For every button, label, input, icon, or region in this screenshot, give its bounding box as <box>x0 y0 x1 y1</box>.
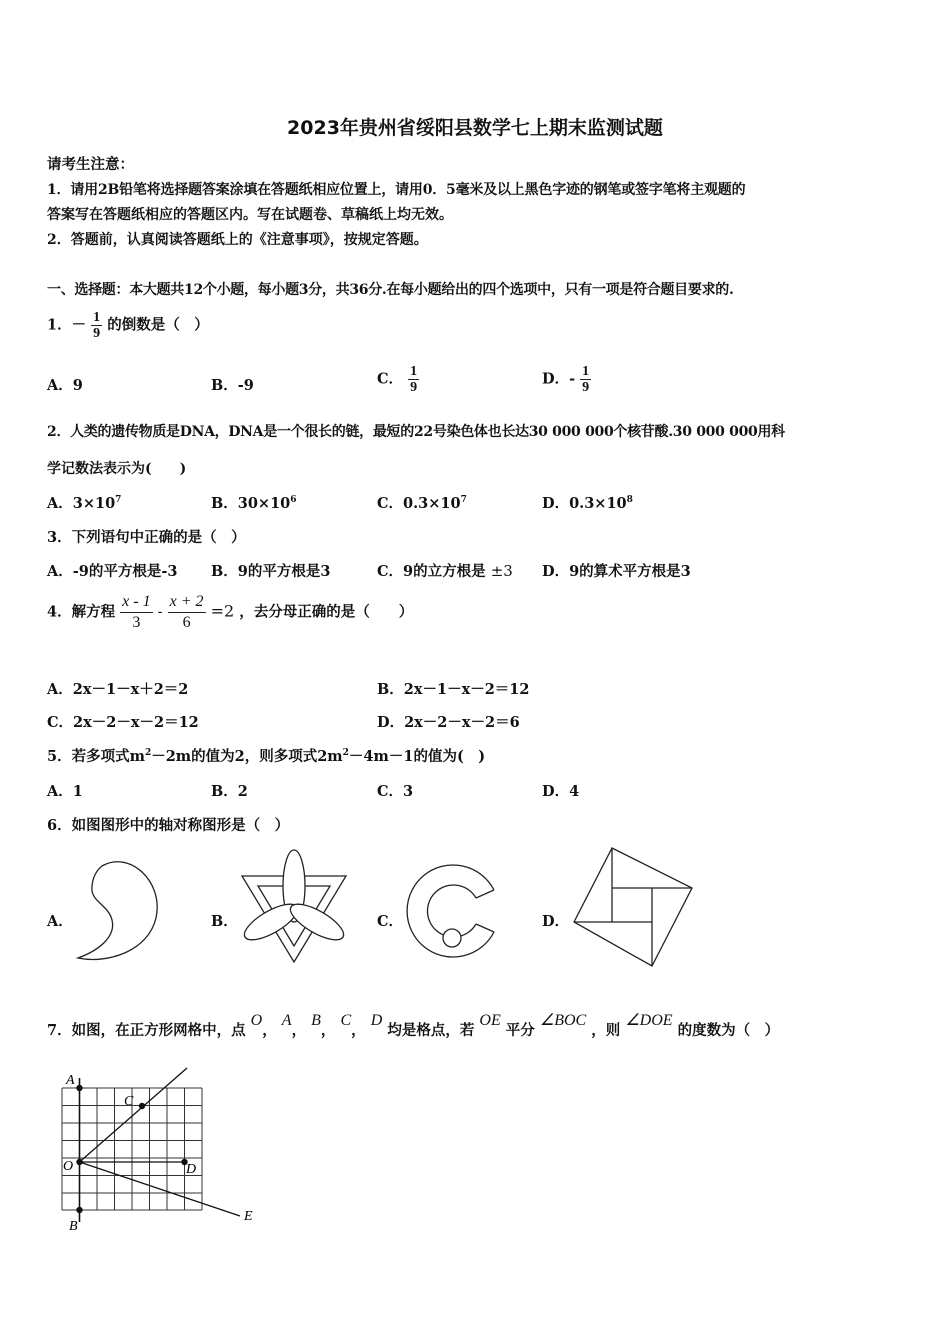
q7-part-1: 7．如图，在正方形网格中，点 <box>47 1022 246 1039</box>
q4-fraction-1 <box>120 592 152 633</box>
q3-option-c[interactable] <box>377 560 513 581</box>
q7-label-c: C <box>124 1094 134 1109</box>
q4-minus: - <box>157 604 163 621</box>
q1-prefix: 1．－ <box>47 316 87 334</box>
q7-label-a: A <box>66 1073 75 1088</box>
q2-option-c[interactable] <box>377 492 467 513</box>
q7-dot-a <box>76 1085 82 1091</box>
q3-c-value: ±3 <box>490 562 513 580</box>
notice-line-3: 2．答题前，认真阅读答题纸上的《注意事项》，按规定答题。 <box>47 232 428 248</box>
q1-option-a[interactable]: A．9 <box>47 377 83 394</box>
question-7 <box>47 1012 780 1040</box>
q6-figure-d <box>570 846 694 968</box>
q2-option-a[interactable] <box>47 492 121 513</box>
q1-option-c-label: C． <box>377 370 404 388</box>
q7-ray-oe-line <box>80 1162 241 1216</box>
q7-dot-o <box>76 1159 82 1165</box>
notice-line-1: 1．请用2B铅笔将选择题答案涂填在答题纸相应位置上，请用0．5毫米及以上黑色字迹的钢笔或签字笔将主观题的 <box>47 182 746 198</box>
q1-c-den: 9 <box>410 380 418 395</box>
q5-option-b[interactable]: B．2 <box>211 783 248 800</box>
q5-stem-b: －2m的值为2，则多项式2m <box>151 748 343 765</box>
q2-d-exp: 8 <box>626 495 633 506</box>
q3-option-d[interactable]: D．9的算术平方根是3 <box>542 563 691 580</box>
q6-option-c[interactable]: C． <box>377 913 404 930</box>
q1-option-c-fraction <box>408 364 419 395</box>
q4-equals: =2 <box>210 601 235 621</box>
q2-option-b[interactable] <box>211 492 297 513</box>
q7-dot-b <box>76 1207 82 1213</box>
q2-a-text: A．3×10 <box>47 495 116 512</box>
q6-stem: 6．如图图形中的轴对称图形是（ ） <box>47 817 290 834</box>
q7-label-b: B <box>69 1219 78 1234</box>
q6-figure-b <box>238 846 350 968</box>
q5-option-c[interactable]: C．3 <box>377 783 414 800</box>
q7-comma-1: ， <box>262 1022 277 1039</box>
q1-option-b[interactable]: B．-9 <box>211 377 254 394</box>
q7-comma-3: ， <box>320 1022 336 1039</box>
q4-f2-num: x + 2 <box>168 592 206 613</box>
q4-suffix: ，去分母正确的是（ ） <box>239 603 414 621</box>
q7-comma-4: ， <box>351 1022 366 1039</box>
q7-grid-figure <box>56 1060 266 1235</box>
q7-angle-boc: ∠BOC <box>539 1012 587 1029</box>
q7-label-o: O <box>63 1159 74 1174</box>
q6-option-d[interactable]: D． <box>542 913 570 930</box>
q2-d-text: D．0.3×10 <box>542 495 627 512</box>
q6-option-a[interactable]: A． <box>47 913 73 930</box>
q4-option-a[interactable]: A．2x－1－x＋2＝2 <box>47 681 189 698</box>
q4-prefix: 4．解方程 <box>47 603 116 621</box>
q3-stem: 3．下列语句中正确的是（ ） <box>47 529 246 546</box>
q4-f1-den: 3 <box>132 614 141 631</box>
q7-comma-2: ， <box>291 1022 307 1039</box>
question-4 <box>47 592 413 633</box>
q1-d-num: 1 <box>582 364 590 379</box>
q7-angle-doe: ∠DOE <box>625 1012 673 1029</box>
q2-a-exp: 7 <box>115 495 122 506</box>
q7-label-d: D <box>186 1162 197 1177</box>
q5-option-a[interactable]: A．1 <box>47 783 83 800</box>
q1-frac-num: 1 <box>93 310 101 325</box>
q5-stem-c: －4m－1的值为( ) <box>348 748 486 765</box>
q7-ray-oc <box>80 1068 188 1162</box>
q2-b-exp: 6 <box>290 495 297 506</box>
q7-point-d: D <box>370 1012 383 1029</box>
q7-dot-c <box>139 1103 145 1109</box>
q1-option-c[interactable] <box>377 364 419 395</box>
q4-option-c[interactable]: C．2x－2－x－2＝12 <box>47 714 199 731</box>
q4-f2-den: 6 <box>182 614 191 631</box>
q4-fraction-2 <box>168 592 206 633</box>
q3-option-a[interactable]: A．-9的平方根是-3 <box>47 563 178 580</box>
q5-stem <box>47 745 485 766</box>
q6-option-b[interactable]: B． <box>211 913 238 930</box>
q2-b-text: B．30×10 <box>211 495 291 512</box>
q2-c-text: C．0.3×10 <box>377 495 461 512</box>
q1-option-d[interactable] <box>542 364 591 395</box>
q1-d-den: 9 <box>582 380 590 395</box>
q5-stem-a: 5．若多项式m <box>47 748 145 765</box>
q5-option-d[interactable]: D．4 <box>542 783 580 800</box>
section-heading: 一、选择题：本大题共12个小题，每小题3分，共36分.在每小题给出的四个选项中，只有一项是符合题目要求的. <box>47 282 734 298</box>
q1-option-d-fraction <box>580 364 591 395</box>
q5-exp-2: 2 <box>342 748 349 759</box>
page-title: 2023年贵州省绥阳县数学七上期末监测试题 <box>287 117 663 139</box>
notice-line-2: 答案写在答题纸相应的答题区内。写在试题卷、草稿纸上均无效。 <box>47 207 453 223</box>
q7-part-4: ，则 <box>591 1022 621 1039</box>
q2-c-exp: 7 <box>460 495 467 506</box>
q7-point-b: B <box>311 1012 321 1029</box>
q7-point-o: O <box>250 1012 263 1029</box>
q4-f1-num: x - 1 <box>120 592 152 613</box>
q7-part-2: 均是格点，若 <box>387 1022 475 1039</box>
q1-c-num: 1 <box>410 364 418 379</box>
q1-frac-den: 9 <box>93 326 101 341</box>
q2-line-2: 学记数法表示为( ) <box>47 461 187 477</box>
q7-point-a: A <box>281 1012 292 1029</box>
q1-fraction <box>91 310 102 341</box>
q2-line-1: 2．人类的遗传物质是DNA，DNA是一个很长的链，最短的22号染色体也长达30 000 000个核苷酸.30 000 000用科 <box>47 424 785 440</box>
q4-option-d[interactable]: D．2x－2－x－2＝6 <box>377 714 520 731</box>
notice-heading: 请考生注意： <box>47 156 134 173</box>
q7-point-c: C <box>340 1012 352 1029</box>
q6-figure-a <box>72 852 162 964</box>
q4-option-b[interactable]: B．2x－1－x－2＝12 <box>377 681 530 698</box>
q6-figure-c <box>404 860 500 960</box>
question-1 <box>47 310 209 341</box>
q7-ray-oe: OE <box>479 1012 501 1029</box>
q2-option-d[interactable] <box>542 492 633 513</box>
q5-exp-1: 2 <box>144 748 152 759</box>
q7-part-3: 平分 <box>505 1022 535 1039</box>
q1-option-d-label: D．- <box>542 370 576 388</box>
q7-label-e: E <box>244 1209 253 1224</box>
q3-c-text: C．9的立方根是 <box>377 563 486 580</box>
q7-part-5: 的度数为（ ） <box>677 1022 780 1039</box>
q3-option-b[interactable]: B．9的平方根是3 <box>211 563 331 580</box>
q1-suffix: 的倒数是（ ） <box>107 316 209 334</box>
